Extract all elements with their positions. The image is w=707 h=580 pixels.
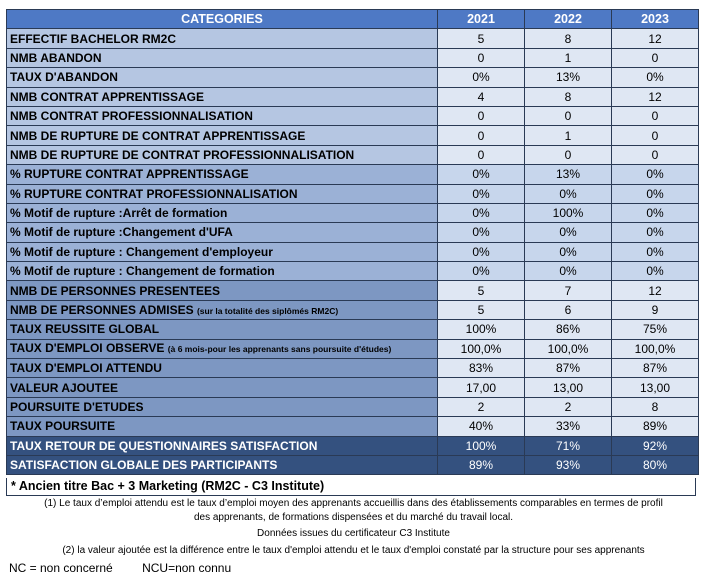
row-label-text: % Motif de rupture : Changement d'employeur [10,244,273,259]
value-cell-2023: 12 [612,281,699,300]
row-label-text: POURSUITE D'ETUDES [10,400,144,414]
table-row [7,455,699,474]
table-row [7,397,699,416]
table-row [7,320,699,339]
ancien-titre-note: * Ancien titre Bac + 3 Marketing (RM2C - C3 Institute) [6,478,696,496]
value-cell-2021: 2 [438,397,525,416]
value-cell-2022: 100% [525,203,612,222]
row-label-text: TAUX D'EMPLOI ATTENDU [10,361,162,376]
data-source-note: Données issues du certificateur C3 Institute [257,528,450,539]
value-cell-2023: 12 [612,87,699,106]
row-label [7,417,438,436]
value-cell-2022: 33% [525,417,612,436]
row-label [7,262,438,281]
row-label-text: % RUPTURE CONTRAT APPRENTISSAGE [10,167,249,182]
table-header-row [7,10,699,29]
row-label [7,68,438,87]
row-label [7,436,438,455]
table-row [7,184,699,203]
table-row [7,378,699,397]
value-cell-2021: 5 [438,29,525,48]
table-row [7,339,699,358]
row-label [7,359,438,378]
value-cell-2021: 0 [438,145,525,164]
value-cell-2023: 0 [612,145,699,164]
value-cell-2022: 8 [525,29,612,48]
legend-nc: NC = non concerné [9,561,113,575]
table-row [7,87,699,106]
value-cell-2023: 87% [612,359,699,378]
value-cell-2023: 13,00 [612,378,699,397]
row-label-text: NMB ABANDON [10,50,102,65]
indicators-table [6,9,699,475]
value-cell-2021: 100,0% [438,339,525,358]
value-cell-2023: 0 [612,48,699,67]
row-label-text: NMB DE RUPTURE DE CONTRAT PROFESSIONNALISATION [10,147,355,162]
table-row [7,68,699,87]
row-label-text: % RUPTURE CONTRAT PROFESSIONNALISATION [10,186,298,201]
table-row [7,29,699,48]
value-cell-2023: 0% [612,242,699,261]
row-label [7,145,438,164]
value-cell-2022: 6 [525,300,612,319]
value-cell-2021: 89% [438,455,525,474]
table-row [7,223,699,242]
table-row [7,281,699,300]
row-label [7,203,438,222]
row-label [7,378,438,397]
value-cell-2021: 0% [438,184,525,203]
header-year-2021: 2021 [438,10,525,29]
value-cell-2021: 83% [438,359,525,378]
value-cell-2023: 0 [612,106,699,125]
value-cell-2022: 0% [525,223,612,242]
value-cell-2021: 0 [438,106,525,125]
value-cell-2022: 13,00 [525,378,612,397]
value-cell-2023: 75% [612,320,699,339]
value-cell-2022: 13% [525,68,612,87]
note-2: (2) la valeur ajoutée est la différence entre le taux d'emploi attendu et le taux d'emploi constaté par la structure pour ses apprenants [62,545,645,556]
value-cell-2023: 0% [612,223,699,242]
row-label-text: VALEUR AJOUTEE [10,380,119,395]
value-cell-2022: 1 [525,126,612,145]
value-cell-2023: 0% [612,165,699,184]
row-label-text: NMB CONTRAT APPRENTISSAGE [10,89,205,104]
value-cell-2022: 8 [525,87,612,106]
row-label-text: NMB DE PERSONNES ADMISES [10,302,194,317]
value-cell-2021: 0 [438,126,525,145]
row-label [7,165,438,184]
row-label [7,106,438,125]
legend [9,561,257,575]
row-label-text: EFFECTIF BACHELOR RM2C [10,31,176,46]
value-cell-2021: 0% [438,68,525,87]
row-label [7,48,438,67]
value-cell-2022: 1 [525,48,612,67]
value-cell-2023: 89% [612,417,699,436]
row-label [7,320,438,339]
table-row [7,165,699,184]
value-cell-2022: 93% [525,455,612,474]
value-cell-2022: 7 [525,281,612,300]
row-label-text: SATISFACTION GLOBALE DES PARTICIPANTS [10,458,278,473]
row-label [7,455,438,474]
value-cell-2021: 17,00 [438,378,525,397]
row-label-text: % Motif de rupture :Changement d'UFA [10,225,233,240]
row-label [7,126,438,145]
row-label-text: % Motif de rupture :Arrêt de formation [10,206,228,221]
row-label-text: TAUX RETOUR DE QUESTIONNAIRES SATISFACTION [10,438,318,453]
value-cell-2022: 0 [525,106,612,125]
value-cell-2021: 40% [438,417,525,436]
value-cell-2021: 100% [438,320,525,339]
note-1-line-1: (1) Le taux d’emploi attendu est le taux d’emploi moyen des apprenants accueillis dans des établissements comparables en termes de profil [44,498,663,509]
note-1-line-2: des apprenants, de formations dispensées et du marché du travail local. [193,512,514,523]
value-cell-2022: 0% [525,184,612,203]
table-row [7,300,699,319]
row-label [7,87,438,106]
value-cell-2021: 100% [438,436,525,455]
value-cell-2023: 0 [612,126,699,145]
value-cell-2021: 0 [438,48,525,67]
value-cell-2023: 80% [612,455,699,474]
header-year-2023: 2023 [612,10,699,29]
value-cell-2023: 12 [612,29,699,48]
row-label-text: TAUX REUSSITE GLOBAL [10,322,160,337]
row-label [7,281,438,300]
row-label-text: NMB DE RUPTURE DE CONTRAT APPRENTISSAGE [10,128,306,143]
table-row [7,262,699,281]
value-cell-2022: 0% [525,242,612,261]
value-cell-2022: 86% [525,320,612,339]
table-row [7,242,699,261]
row-label-subtext: (sur la totalité des siplômés RM2C) [196,305,339,316]
row-label [7,29,438,48]
value-cell-2023: 0% [612,203,699,222]
table-row [7,359,699,378]
header-categories: CATEGORIES [7,10,438,29]
row-label-subtext: (à 6 mois-pour les apprenants sans poursuite d'études) [167,344,392,355]
header-year-2022: 2022 [525,10,612,29]
value-cell-2022: 71% [525,436,612,455]
value-cell-2022: 0 [525,145,612,164]
value-cell-2022: 0% [525,262,612,281]
row-label [7,300,438,319]
row-label-text: NMB CONTRAT PROFESSIONNALISATION [10,109,253,124]
value-cell-2023: 0% [612,262,699,281]
value-cell-2021: 5 [438,281,525,300]
row-label-text: TAUX D'ABANDON [10,70,118,85]
value-cell-2022: 87% [525,359,612,378]
table-row [7,106,699,125]
row-label-text: TAUX POURSUITE [10,419,116,434]
value-cell-2023: 0% [612,184,699,203]
table-body [7,29,699,475]
value-cell-2023: 9 [612,300,699,319]
value-cell-2023: 0% [612,68,699,87]
row-label [7,184,438,203]
value-cell-2022: 13% [525,165,612,184]
row-label [7,397,438,416]
table-row [7,417,699,436]
value-cell-2021: 0% [438,242,525,261]
value-cell-2021: 4 [438,87,525,106]
row-label-text: NMB DE PERSONNES PRESENTEES [10,283,221,298]
row-label [7,339,438,358]
value-cell-2023: 100,0% [612,339,699,358]
row-label [7,242,438,261]
value-cell-2021: 0% [438,165,525,184]
value-cell-2021: 5 [438,300,525,319]
table-row [7,436,699,455]
value-cell-2021: 0% [438,223,525,242]
table-row [7,145,699,164]
table-row [7,48,699,67]
value-cell-2022: 2 [525,397,612,416]
table-row [7,203,699,222]
legend-ncu: NCU=non connu [142,561,232,575]
value-cell-2023: 8 [612,397,699,416]
row-label [7,223,438,242]
value-cell-2022: 100,0% [525,339,612,358]
table-row [7,126,699,145]
row-label-text: TAUX D'EMPLOI OBSERVE [10,341,165,356]
row-label-text: % Motif de rupture : Changement de formation [10,264,275,279]
value-cell-2023: 92% [612,436,699,455]
value-cell-2021: 0% [438,262,525,281]
value-cell-2021: 0% [438,203,525,222]
